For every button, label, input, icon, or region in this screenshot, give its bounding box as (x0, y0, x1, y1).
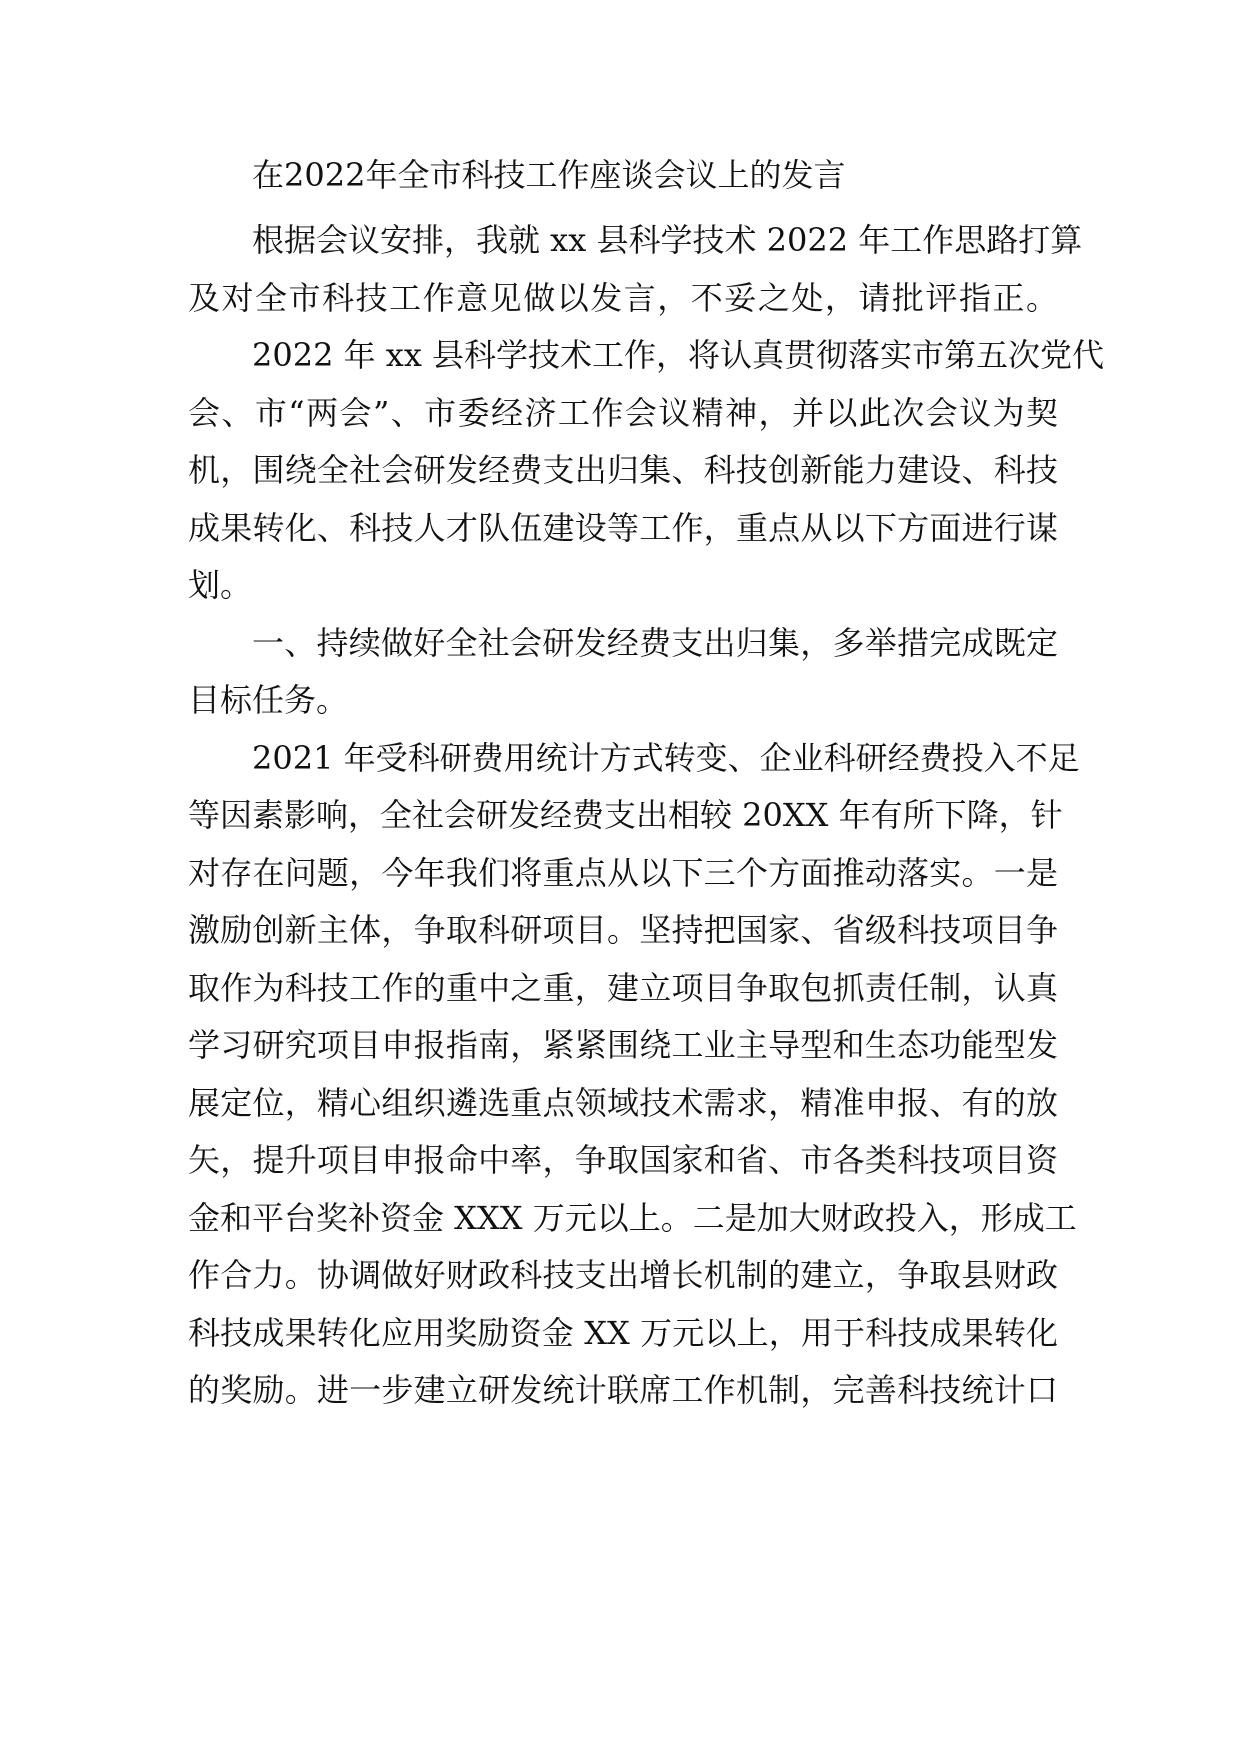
paragraph-line: 成果转化、科技人才队伍建设等工作，重点从以下方面进行谋 (188, 509, 1058, 547)
paragraph-line: 金和平台奖补资金 XXX 万元以上。二是加大财政投入，形成工 (188, 1199, 1077, 1237)
paragraph-line: 的奖励。进一步建立研发统计联席工作机制，完善科技统计口 (188, 1371, 1058, 1409)
paragraph-line: 及对全市科技工作意见做以发言，不妥之处，请批评指正。 (188, 279, 1058, 317)
paragraph-line: 机，围绕全社会研发经费支出归集、科技创新能力建设、科技 (188, 451, 1058, 489)
paragraph-line: 展定位，精心组织遴选重点领域技术需求，精准申报、有的放 (188, 1084, 1058, 1122)
paragraph-line: 激励创新主体，争取科研项目。坚持把国家、省级科技项目争 (188, 911, 1058, 949)
section-heading-line: 一、持续做好全社会研发经费支出归集，多举措完成既定 (252, 624, 1058, 662)
paragraph-line: 作合力。协调做好财政科技支出增长机制的建立，争取县财政 (188, 1256, 1058, 1294)
paragraph-line: 会、市“两会”、市委经济工作会议精神，并以此次会议为契 (188, 394, 1058, 432)
paragraph-line: 矢，提升项目申报命中率，争取国家和省、市各类科技项目资 (188, 1141, 1058, 1179)
paragraph-line: 2021 年受科研费用统计方式转变、企业科研经费投入不足 (252, 739, 1080, 777)
paragraph-line: 等因素影响，全社会研发经费支出相较 20XX 年有所下降，针 (188, 796, 1063, 834)
section-heading-line: 目标任务。 (188, 681, 349, 719)
paragraph-line: 划。 (188, 566, 253, 604)
paragraph-line: 取作为科技工作的重中之重，建立项目争取包抓责任制，认真 (188, 969, 1058, 1007)
paragraph-line: 学习研究项目申报指南，紧紧围绕工业主导型和生态功能型发 (188, 1026, 1058, 1064)
document-title: 在2022年全市科技工作座谈会议上的发言 (252, 156, 846, 194)
paragraph-line: 科技成果转化应用奖励资金 XX 万元以上，用于科技成果转化 (188, 1314, 1058, 1352)
paragraph-line: 对存在问题，今年我们将重点从以下三个方面推动落实。一是 (188, 854, 1058, 892)
paragraph-line: 2022 年 xx 县科学技术工作，将认真贯彻落实市第五次党代 (252, 336, 1105, 374)
paragraph-line: 根据会议安排，我就 xx 县科学技术 2022 年工作思路打算 (252, 221, 1083, 259)
